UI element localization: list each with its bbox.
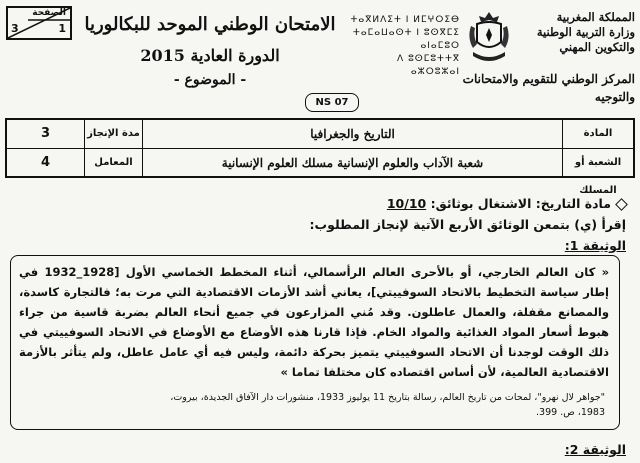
center-line: المركز الوطني للتقويم والامتحانات bbox=[462, 72, 635, 86]
diamond-bullet-icon bbox=[615, 198, 628, 211]
ministry-line: وزارة التربية الوطنية bbox=[536, 25, 635, 39]
kingdom-line: المملكة المغربية bbox=[556, 10, 635, 24]
kingdom-emblem-icon bbox=[465, 8, 513, 66]
section-heading bbox=[387, 196, 626, 211]
exam-code: NS 07 bbox=[305, 93, 359, 112]
exam-subject-label: - الموضوع - bbox=[173, 72, 247, 88]
page-total: 3 bbox=[11, 22, 19, 35]
instruction-text: إقرأ (ي) بتمعن الوثائق الأربع الآتية لإنجاز المطلوب: bbox=[309, 217, 626, 232]
ministry-line: والتكوين المهني bbox=[559, 40, 635, 54]
coefficient-value: 4 bbox=[7, 149, 85, 177]
document-1-source: "جواهر لال نهرو"، لمحات من تاريخ العالم، رسالة بتاريخ 11 يوليوز 1933، منشورات دار الآفاق الجديدة، بيروت، 1983، ص. 399. bbox=[170, 392, 605, 418]
exam-info-table bbox=[5, 118, 635, 196]
section-title: مادة التاريخ: الاشتغال بوثائق: bbox=[430, 196, 611, 211]
center-line: والتوجيه bbox=[594, 90, 635, 104]
document-2-label: الوثيقة 2: bbox=[564, 442, 626, 457]
document-1-text: « كان العالم الخارجي، أو بالأحرى العالم الرأسمالي، أثناء المخطط الخماسي الأول [1928_1932 في إطار سياسة التخطيط بالاتحاد السوفييتي]، يعاني أشد الأزمات الاقتصادية التي مرت به؛ فالتجارة كاسدة، والمصانع مقفلة، والعمال عاطلون. وقد مُني المزارعون في جميع أنحاء العالم بضربة قاسية من جراء هبوط أسعار المواد الغذائية والمواد الخام. فإذا قارنا هذه الأوضاع مع الأوضاع في الاتحاد السوفييتي في ذلك الوقت لوجدنا أن الاتحاد السوفييتي يتميز بحركة دائمة، وليس فيه أي عامل عاطل، ولم يتأثر بالأزمة الاقتصادية العالمية، لأن أساس اقتصاده كان مختلفا تماما » bbox=[19, 265, 609, 379]
document-1-box bbox=[10, 255, 620, 430]
document-1-label bbox=[565, 238, 626, 253]
exam-title: الامتحان الوطني الموحد للبكالوريا bbox=[84, 14, 336, 35]
subject-name: التاريخ والجغرافيا bbox=[143, 120, 563, 148]
tifinagh-header bbox=[350, 14, 460, 79]
tifinagh-line: ⴷ ⵓⵙⵎⵓⵜⵜⴳ ⴰⵣⵔⵓⵣⴰⵏ bbox=[397, 54, 460, 77]
page-label: الصفحة bbox=[32, 8, 66, 18]
page-current: 1 bbox=[58, 22, 66, 35]
page-number-badge bbox=[6, 6, 72, 40]
exam-session: الدورة العادية 2015 bbox=[140, 46, 280, 65]
document-1-title: الوثيقة 1: bbox=[564, 238, 626, 253]
exam-center-name bbox=[450, 70, 635, 106]
kingdom-title bbox=[515, 10, 635, 55]
duration-value: 3 bbox=[7, 120, 85, 148]
coefficient-label: المعامل bbox=[85, 149, 143, 177]
section-score: 10/10 bbox=[386, 196, 427, 211]
track-name: شعبة الآداب والعلوم الإنسانية مسلك العلوم الإنسانية bbox=[143, 149, 563, 177]
subject-label: المادة bbox=[583, 128, 613, 139]
info-row bbox=[7, 149, 633, 196]
tifinagh-line: ⵜⴰⵎⴰⵡⴰⵙⵜ ⵏ ⵓⵙⴳⵎⵉ ⴰⵏⴰⵎⵓⵔ bbox=[352, 28, 460, 51]
tifinagh-line: ⵜⴰⴳⵍⴷⵉⵜ ⵏ ⵍⵎⵖⵔⵉⴱ bbox=[350, 15, 460, 25]
duration-label: مدة الإنجاز bbox=[85, 120, 143, 148]
info-row bbox=[7, 120, 633, 149]
track-label: الشعبة أو المسلك bbox=[574, 157, 622, 196]
